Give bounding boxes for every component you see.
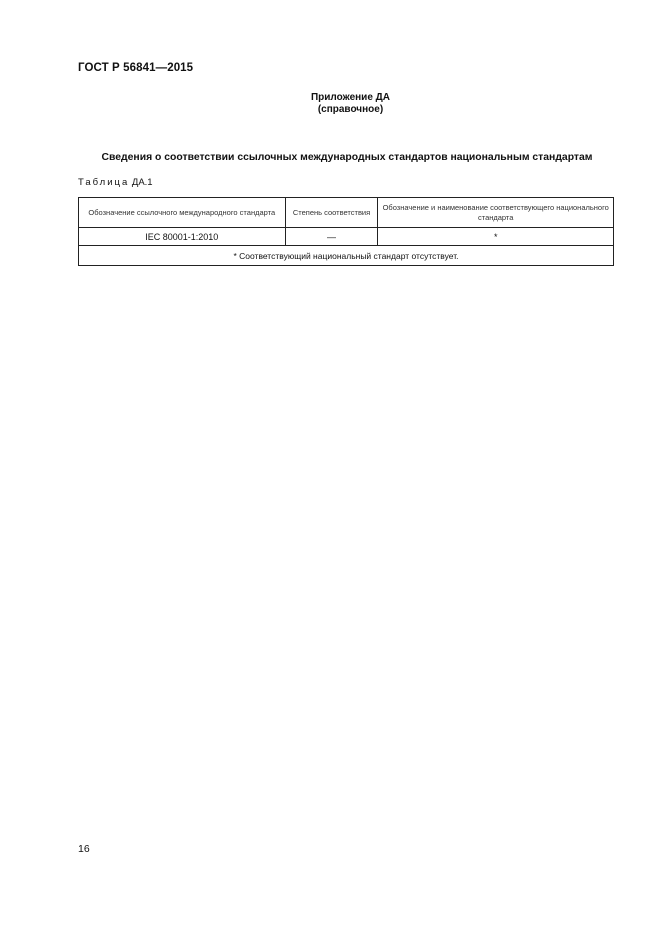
table-footnote-row — [79, 246, 614, 266]
page-number: 16 — [78, 843, 90, 855]
document-code: ГОСТ Р 56841—2015 — [78, 62, 194, 74]
table-cell-degree-of-conformity: — — [285, 228, 378, 246]
table-caption — [78, 177, 153, 188]
appendix-title: Приложение ДА — [310, 92, 391, 103]
column-header-national-standard: Обозначение и наименование соответствующего национального стандарта — [378, 198, 614, 228]
table-cell-international-standard: IEC 80001-1:2010 — [79, 228, 286, 246]
table-caption-word: Таблица — [78, 177, 130, 188]
table-cell-national-standard: * — [378, 228, 614, 246]
column-header-degree-of-conformity: Степень соответствия — [285, 198, 378, 228]
table-header-row — [79, 198, 614, 228]
table-footnote: * Соответствующий национальный стандарт отсутствует. — [79, 246, 614, 266]
conformance-table — [78, 197, 614, 266]
column-header-international-standard: Обозначение ссылочного международного стандарта — [79, 198, 286, 228]
table-row — [79, 228, 614, 246]
appendix-heading — [0, 92, 661, 116]
appendix-status: (справочное) — [317, 104, 384, 115]
section-title: Сведения о соответствии ссылочных международных стандартов национальным стандартам — [101, 152, 593, 163]
table-caption-number: ДА.1 — [131, 177, 153, 188]
